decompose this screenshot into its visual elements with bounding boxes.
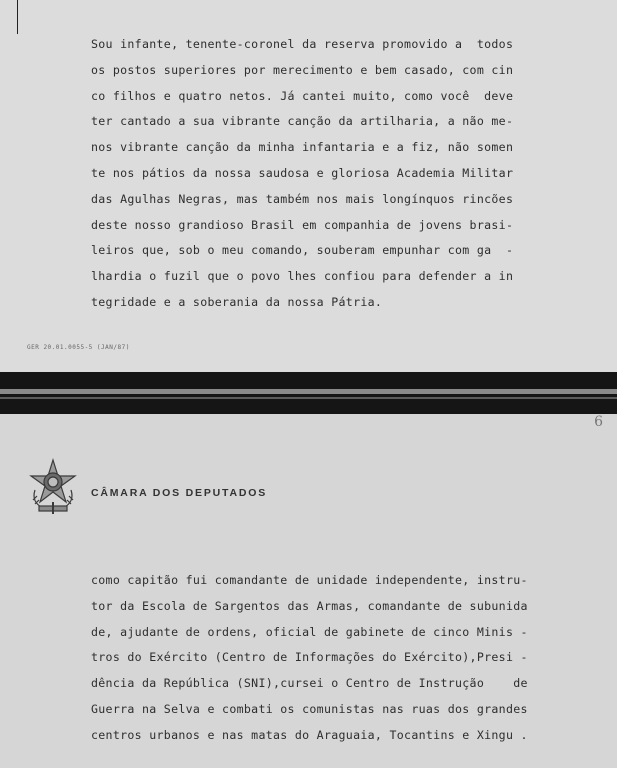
scan-divider bbox=[0, 372, 617, 414]
text-line: centros urbanos e nas matas do Araguaia, Tocantins e Xingu . bbox=[91, 727, 528, 742]
text-line: como capitão fui comandante de unidade independente, instru- bbox=[91, 573, 528, 587]
text-line: lhardia o fuzil que o povo lhes confiou para defender a in bbox=[91, 269, 514, 284]
text-line: deste nosso grandioso Brasil em companhia de jovens brasi- bbox=[91, 217, 514, 232]
text-line: Guerra na Selva e combati os comunistas nas ruas dos grandes bbox=[91, 701, 528, 716]
text-line: tros do Exército (Centro de Informações do Exército),Presi - bbox=[91, 650, 528, 665]
brazil-coat-of-arms-icon bbox=[25, 456, 81, 516]
document-page-top bbox=[0, 0, 617, 372]
document-page-bottom bbox=[0, 414, 617, 768]
text-line: te nos pátios da nossa saudosa e gloriosa Academia Militar bbox=[91, 165, 514, 180]
top-text-block bbox=[91, 32, 513, 316]
text-line: dência da República (SNI),cursei o Centro de Instrução de bbox=[91, 676, 528, 691]
text-line: das Agulhas Negras, mas também nos mais longínquos rincões bbox=[91, 191, 514, 206]
text-line: os postos superiores por merecimento e bem casado, com cin bbox=[91, 62, 514, 77]
edge-mark bbox=[17, 0, 18, 34]
text-line: ter cantado a sua vibrante canção da artilharia, a não me- bbox=[91, 114, 514, 129]
text-line: de, ajudante de ordens, oficial de gabinete de cinco Minis - bbox=[91, 624, 528, 639]
text-line: tegridade e a soberania da nossa Pátria. bbox=[91, 294, 383, 309]
text-line: nos vibrante canção da minha infantaria e a fiz, não somen bbox=[91, 140, 514, 155]
text-line: Sou infante, tenente-coronel da reserva promovido a todos bbox=[91, 37, 514, 51]
header-title: CÂMARA DOS DEPUTADOS bbox=[91, 487, 268, 499]
text-line: co filhos e quatro netos. Já cantei muito, como você deve bbox=[91, 88, 514, 103]
page-number: 6 bbox=[594, 414, 603, 430]
footer-stamp: GER 20.01.0055-5 (JAN/87) bbox=[27, 344, 130, 351]
text-line: tor da Escola de Sargentos das Armas, comandante de subunida bbox=[91, 598, 528, 613]
text-line: leiros que, sob o meu comando, souberam empunhar com ga - bbox=[91, 243, 514, 258]
bottom-text-block bbox=[91, 568, 528, 749]
